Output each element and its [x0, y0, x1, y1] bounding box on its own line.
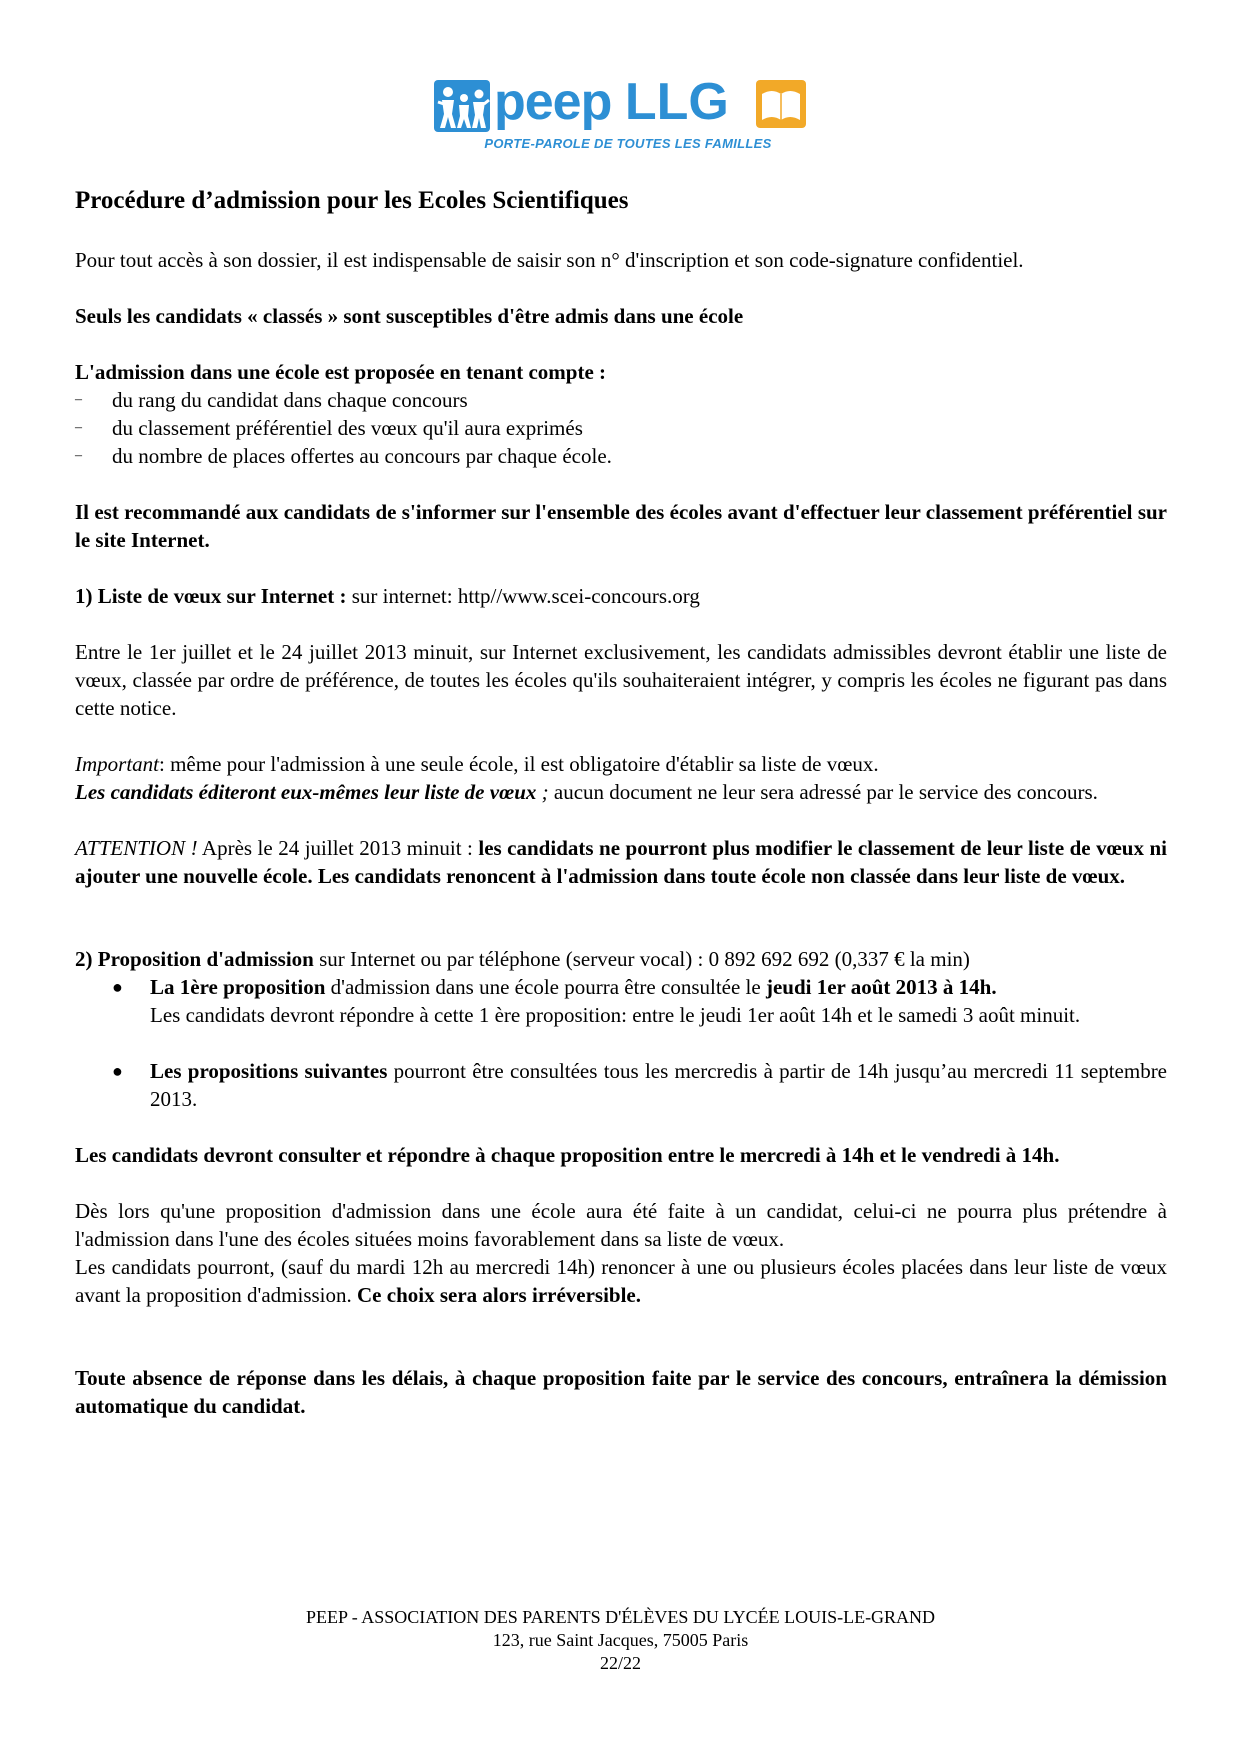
dash-marker: –	[75, 392, 82, 407]
footer-association: PEEP - ASSOCIATION DES PARENTS D'ÉLÈVES DU LYCÉE LOUIS-LE-GRAND	[305, 1607, 936, 1627]
page-footer	[0, 1606, 1241, 1675]
logo-tagline: PORTE-PAROLE DE TOUTES LES FAMILLES	[484, 136, 772, 151]
logo-wordmark-main: peep	[494, 73, 612, 131]
proposal-list	[75, 973, 1167, 1113]
document-body	[75, 185, 1167, 1420]
attention-note: ATTENTION ! Après le 24 juillet 2013 minuit : les candidats ne pourront plus modifier le classement de leur liste de vœux ni ajouter une nouvelle école. Les candidats renoncent à l'admission dans toute école non classée dans leur liste de vœux.	[75, 836, 1167, 888]
section2-heading: 2) Proposition d'admission sur Internet ou par téléphone (serveur vocal) : 0 892 692 692 (0,337 € la min)	[75, 947, 970, 971]
families-icon	[434, 80, 490, 132]
section2-paragraph-1: Dès lors qu'une proposition d'admission dans une école aura été faite à un candidat, celui-ci ne pourra plus prétendre à l'admission dans l'une des écoles situées moins favorablement dans sa liste de vœux.	[75, 1199, 1167, 1251]
logo-wordmark-suffix: LLG	[624, 73, 729, 131]
dash-marker: –	[75, 448, 82, 463]
edit-note: Les candidats éditeront eux-mêmes leur liste de vœux ; aucun document ne leur sera adressé par le service des concours.	[75, 780, 1098, 804]
logo-wordmark	[494, 72, 729, 132]
dash-marker: –	[75, 420, 82, 435]
list-item: ● La 1ère proposition d'admission dans une école pourra être consultée le jeudi 1er août 2013 à 14h. Les candidats devront répondre à cette 1 ère proposition: entre le jeudi 1er août 14h et le samedi 3 août minuit.	[112, 975, 1081, 1027]
section1-paragraph: Entre le 1er juillet et le 24 juillet 2013 minuit, sur Internet exclusivement, les candidats admissibles devront établir une liste de vœux, classée par ordre de préférence, de toutes les écoles qu'ils souhaiteraient intégrer, y compris les écoles ne figurant pas dans cette notice.	[75, 640, 1167, 720]
criteria-list	[75, 386, 1167, 470]
important-note: Important: même pour l'admission à une seule école, il est obligatoire d'établir sa liste de vœux.	[75, 752, 879, 776]
section2-paragraph-2: Les candidats pourront, (sauf du mardi 12h au mercredi 14h) renoncer à une ou plusieurs écoles placées dans leur liste de vœux avant la proposition d'admission. Ce choix sera alors irréversible.	[75, 1255, 1167, 1307]
peep-llg-logo	[434, 73, 806, 154]
bullet-icon: ●	[112, 977, 123, 997]
footer-address: 123, rue Saint Jacques, 75005 Paris	[492, 1630, 749, 1650]
list-item: – du classement préférentiel des vœux qu'il aura exprimés	[75, 416, 583, 440]
recommendation-paragraph: Il est recommandé aux candidats de s'informer sur l'ensemble des écoles avant d'effectuer leur classement préférentiel sur le site Internet.	[75, 500, 1167, 552]
list-item: – du rang du candidat dans chaque concours	[75, 388, 468, 412]
intro-paragraph: Pour tout accès à son dossier, il est indispensable de saisir son n° d'inscription et son code-signature confidentiel.	[75, 248, 1024, 272]
bullet-icon: ●	[112, 1061, 123, 1081]
deadline-notice: Les candidats devront consulter et répondre à chaque proposition entre le mercredi à 14h et le vendredi à 14h.	[75, 1143, 1060, 1167]
criteria-heading: L'admission dans une école est proposée en tenant compte :	[75, 360, 607, 384]
classed-notice: Seuls les candidats « classés » sont susceptibles d'être admis dans une école	[75, 304, 744, 328]
list-item: ● Les propositions suivantes pourront être consultées tous les mercredis à partir de 14h jusqu’au mercredi 11 septembre 2013.	[112, 1059, 1168, 1111]
open-book-icon	[756, 80, 806, 128]
final-notice: Toute absence de réponse dans les délais, à chaque proposition faite par le service des concours, entraînera la démission automatique du candidat.	[75, 1366, 1167, 1418]
section1-heading: 1) Liste de vœux sur Internet : sur internet: http//www.scei-concours.org	[75, 584, 700, 608]
page-title: Procédure d’admission pour les Ecoles Scientifiques	[75, 187, 629, 214]
page-number: 22/22	[599, 1653, 641, 1673]
list-item: – du nombre de places offertes au concours par chaque école.	[75, 444, 612, 468]
